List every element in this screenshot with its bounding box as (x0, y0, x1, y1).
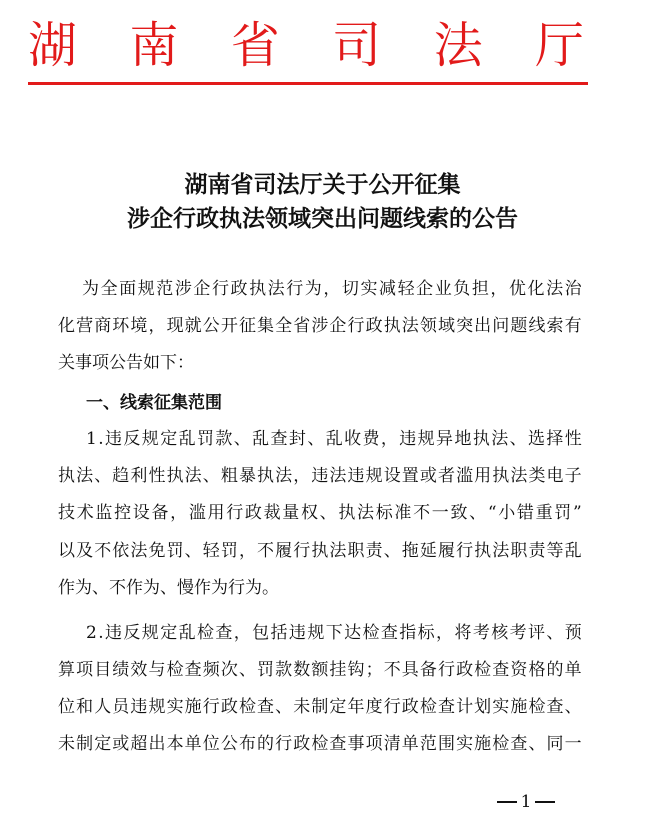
masthead-red-rule (28, 82, 588, 85)
item-1-line: 技 术 监 控 设 备 ， 滥 用 行 政 裁 量 权 、 执 法 标 准 不 一 致 、 “ 小 错 重 罚 ” (58, 503, 582, 523)
masthead-char: 南 (129, 17, 179, 74)
paragraph-line: 关事项公告如下： (58, 353, 194, 373)
masthead-char: 法 (433, 17, 483, 74)
item-2-line: 2 . 违 反 规 定 乱 检 查 ， 包 括 违 规 下 达 检 查 指 标 ， 将 考 核 考 评 、 预 (86, 623, 582, 643)
masthead-char: 省 (230, 17, 280, 74)
item-2-line: 未 制 定 或 超 出 本 单 位 公 布 的 行 政 检 查 事 项 清 单 范 围 实 施 检 查 、 同 一 (58, 734, 582, 754)
item-1-line: 执 法 、 趋 利 性 执 法 、 粗 暴 执 法 ， 违 法 违 规 设 置 或 者 滥 用 执 法 类 电 子 (58, 466, 582, 486)
paragraph-line: 化 营 商 环 境 ， 现 就 公 开 征 集 全 省 涉 企 行 政 执 法 领 域 突 出 问 题 线 索 有 (58, 316, 582, 336)
document-title-line-2: 涉企行政执法领域突出问题线索的公告 (127, 205, 518, 232)
document-title-line-1: 湖南省司法厅关于公开征集 (184, 171, 461, 198)
masthead-char: 湖 (28, 17, 78, 74)
item-1-line: 作为、不作为、慢作为行为。 (58, 578, 279, 598)
item-2-line: 算 项 目 绩 效 与 检 查 频 次 、 罚 款 数 额 挂 钩 ； 不 具 备 行 政 检 查 资 格 的 单 (58, 660, 582, 680)
paragraph-line: 为 全 面 规 范 涉 企 行 政 执 法 行 为 ， 切 实 减 轻 企 业 负 担 ， 优 化 法 治 (82, 279, 582, 299)
item-2-line: 位 和 人 员 违 规 实 施 行 政 检 查 、 未 制 定 年 度 行 政 检 查 计 划 实 施 检 查 、 (58, 697, 582, 717)
section-heading: 一、线索征集范围 (86, 393, 222, 413)
item-1-line: 以 及 不 依 法 免 罚 、 轻 罚 ， 不 履 行 执 法 职 责 、 拖 延 履 行 执 法 职 责 等 乱 (58, 541, 582, 561)
page-number: 1 (491, 790, 561, 814)
item-1-line: 1 . 违 反 规 定 乱 罚 款 、 乱 查 封 、 乱 收 费 ， 违 规 异 地 执 法 、 选 择 性 (86, 429, 582, 449)
masthead-agency-name (28, 14, 584, 78)
masthead-char: 司 (332, 17, 382, 74)
masthead-char: 厅 (534, 17, 584, 74)
